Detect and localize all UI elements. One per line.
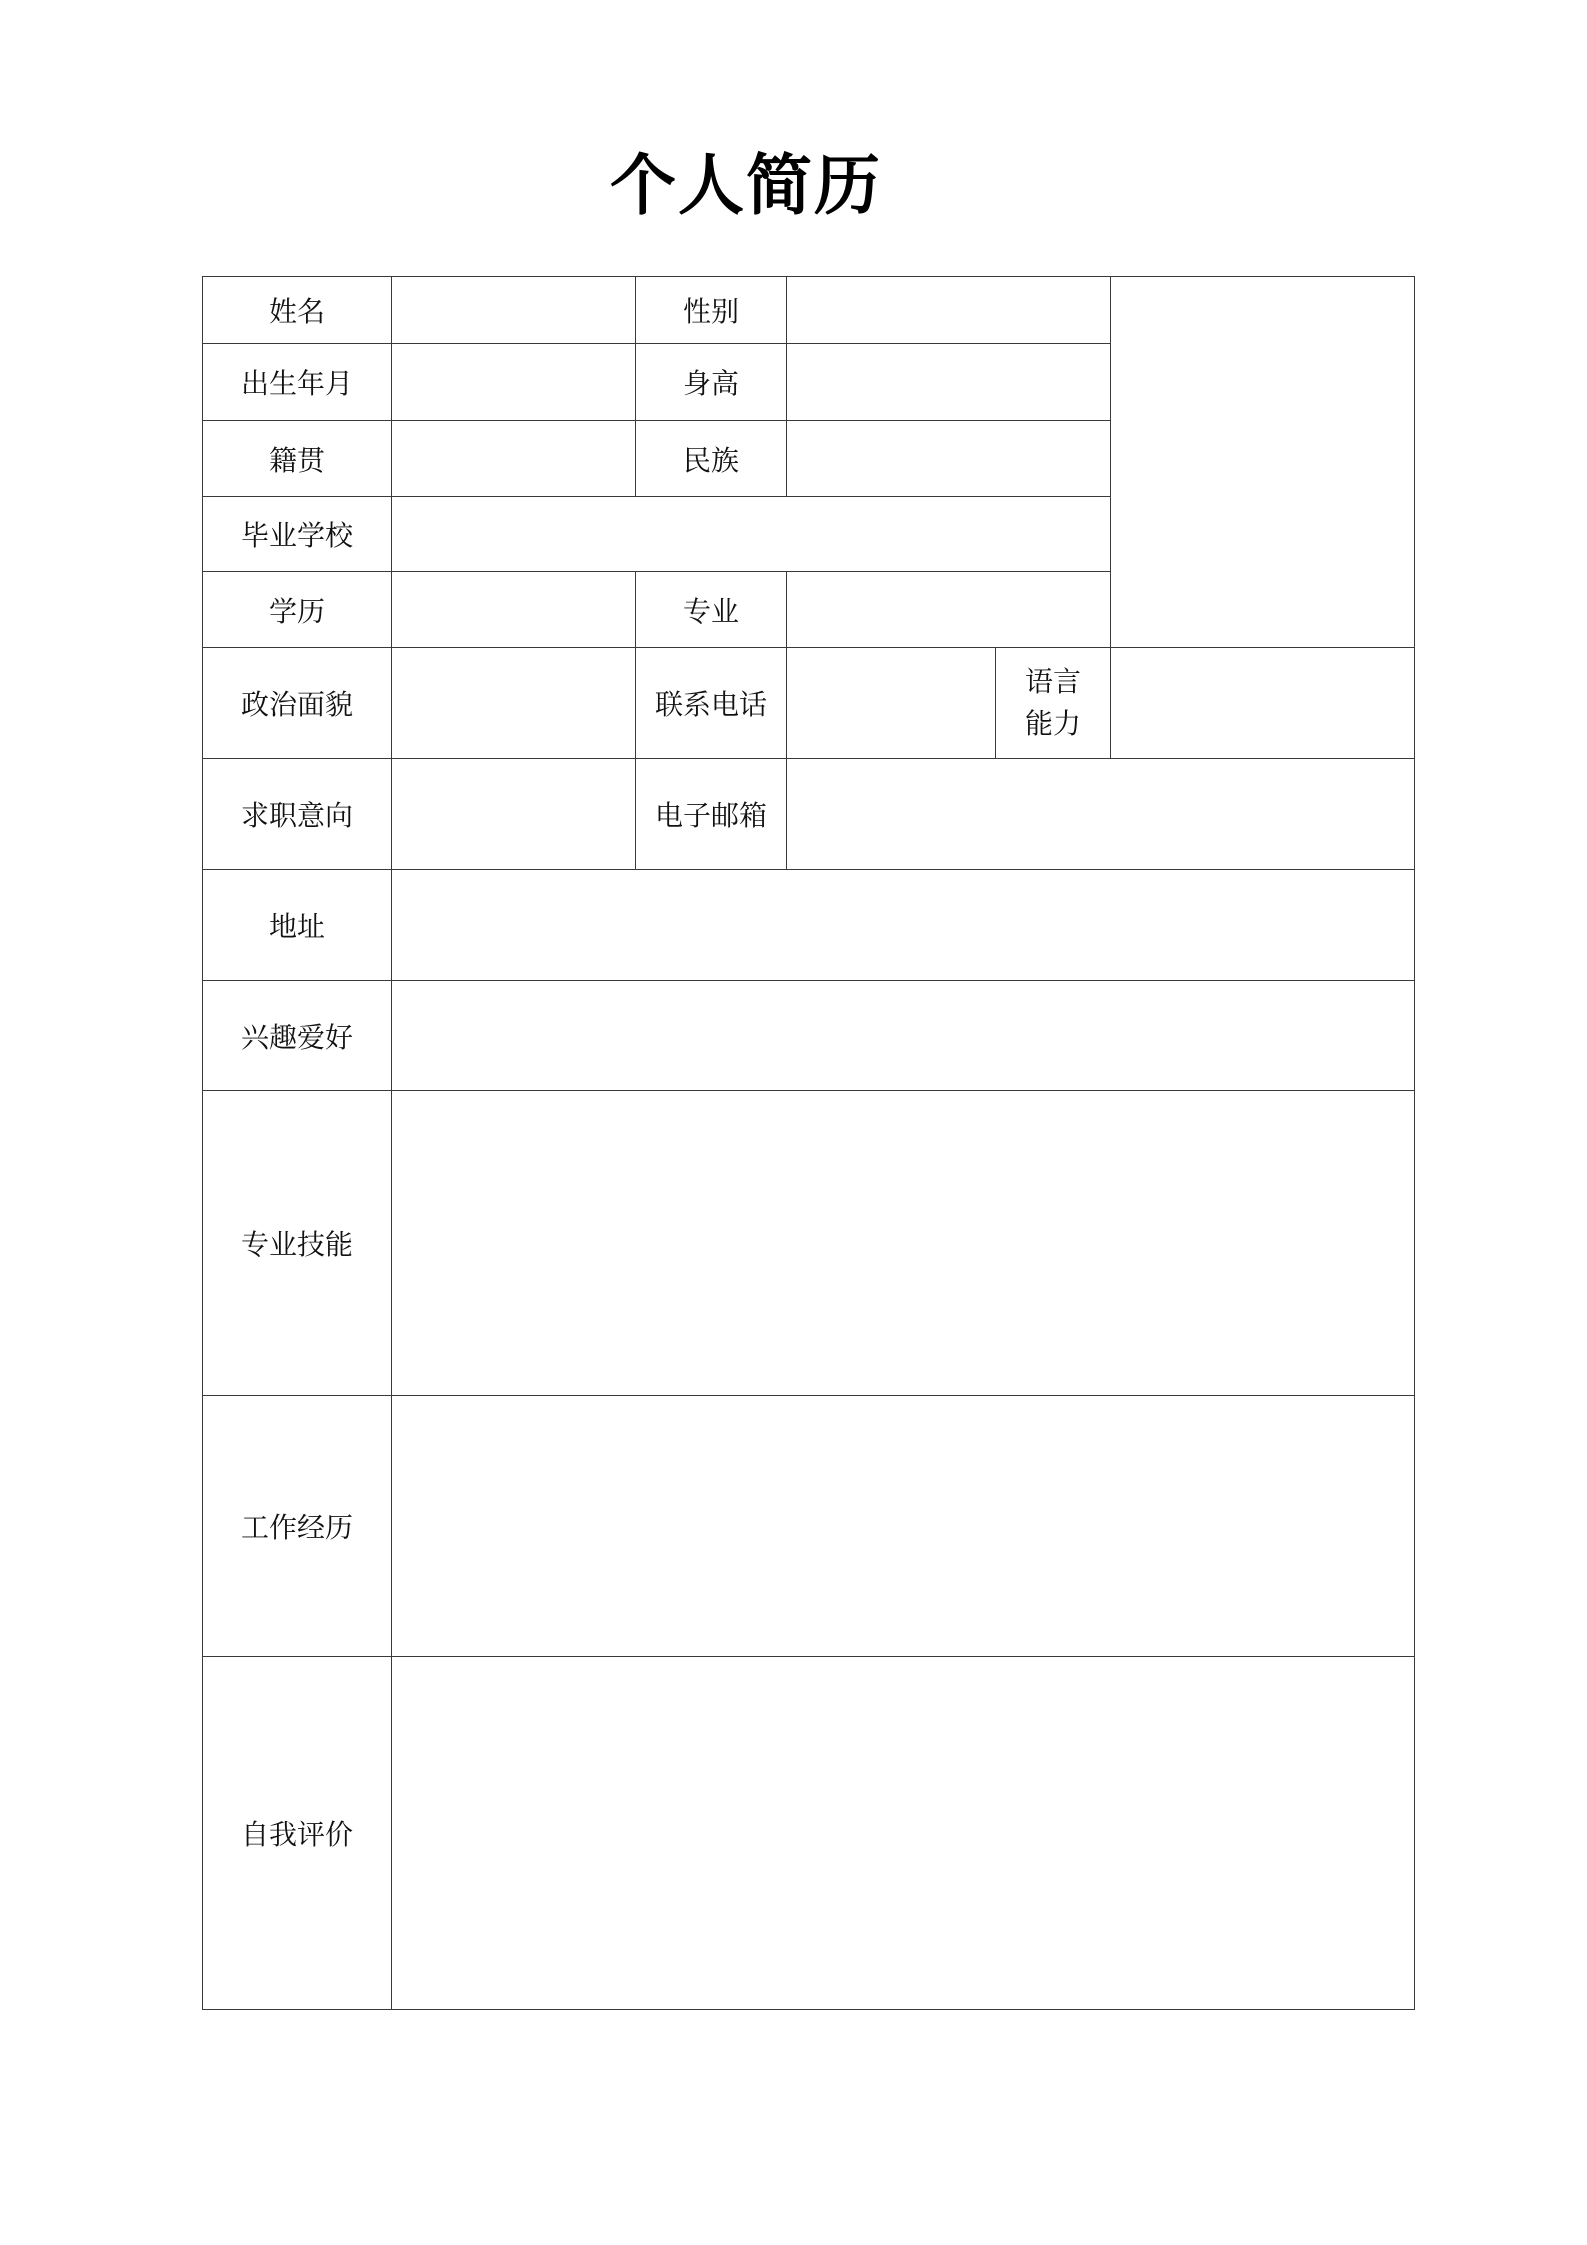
address-value[interactable] xyxy=(392,870,1415,981)
job-intention-label: 求职意向 xyxy=(203,759,392,870)
name-label: 姓名 xyxy=(203,277,392,344)
school-label: 毕业学校 xyxy=(203,497,392,572)
hobbies-label: 兴趣爱好 xyxy=(203,981,392,1091)
self-evaluation-label: 自我评价 xyxy=(203,1657,392,2010)
skills-label: 专业技能 xyxy=(203,1091,392,1396)
language-label-line2: 能力 xyxy=(1024,707,1081,740)
row-political-phone-language xyxy=(203,648,1415,759)
row-self-evaluation xyxy=(203,1657,1415,2010)
row-name-gender xyxy=(203,277,1415,344)
photo-area[interactable] xyxy=(1111,277,1415,648)
row-hobbies xyxy=(203,981,1415,1091)
major-label: 专业 xyxy=(636,572,787,648)
height-value[interactable] xyxy=(787,344,1111,421)
row-skills xyxy=(203,1091,1415,1396)
work-experience-value[interactable] xyxy=(392,1396,1415,1657)
native-place-value[interactable] xyxy=(392,421,636,497)
education-value[interactable] xyxy=(392,572,636,648)
row-address xyxy=(203,870,1415,981)
name-value[interactable] xyxy=(392,277,636,344)
language-value[interactable] xyxy=(1111,648,1415,759)
email-value[interactable] xyxy=(787,759,1415,870)
education-label: 学历 xyxy=(203,572,392,648)
row-work-experience xyxy=(203,1396,1415,1657)
row-job-email xyxy=(203,759,1415,870)
gender-label: 性别 xyxy=(636,277,787,344)
gender-value[interactable] xyxy=(787,277,1111,344)
email-label: 电子邮箱 xyxy=(636,759,787,870)
phone-label: 联系电话 xyxy=(636,648,787,759)
page-title: 个人简历 xyxy=(610,146,882,224)
ethnicity-label: 民族 xyxy=(636,421,787,497)
skills-value[interactable] xyxy=(392,1091,1415,1396)
address-label: 地址 xyxy=(203,870,392,981)
self-evaluation-value[interactable] xyxy=(392,1657,1415,2010)
language-label-line1: 语言 xyxy=(1024,665,1081,698)
work-experience-label: 工作经历 xyxy=(203,1396,392,1657)
hobbies-value[interactable] xyxy=(392,981,1415,1091)
political-status-value[interactable] xyxy=(392,648,636,759)
political-status-label: 政治面貌 xyxy=(203,648,392,759)
phone-value[interactable] xyxy=(787,648,996,759)
resume-table xyxy=(202,276,1415,2010)
language-label xyxy=(996,648,1111,759)
ethnicity-value[interactable] xyxy=(787,421,1111,497)
birth-value[interactable] xyxy=(392,344,636,421)
major-value[interactable] xyxy=(787,572,1111,648)
school-value[interactable] xyxy=(392,497,1111,572)
native-place-label: 籍贯 xyxy=(203,421,392,497)
job-intention-value[interactable] xyxy=(392,759,636,870)
height-label: 身高 xyxy=(636,344,787,421)
birth-label: 出生年月 xyxy=(203,344,392,421)
